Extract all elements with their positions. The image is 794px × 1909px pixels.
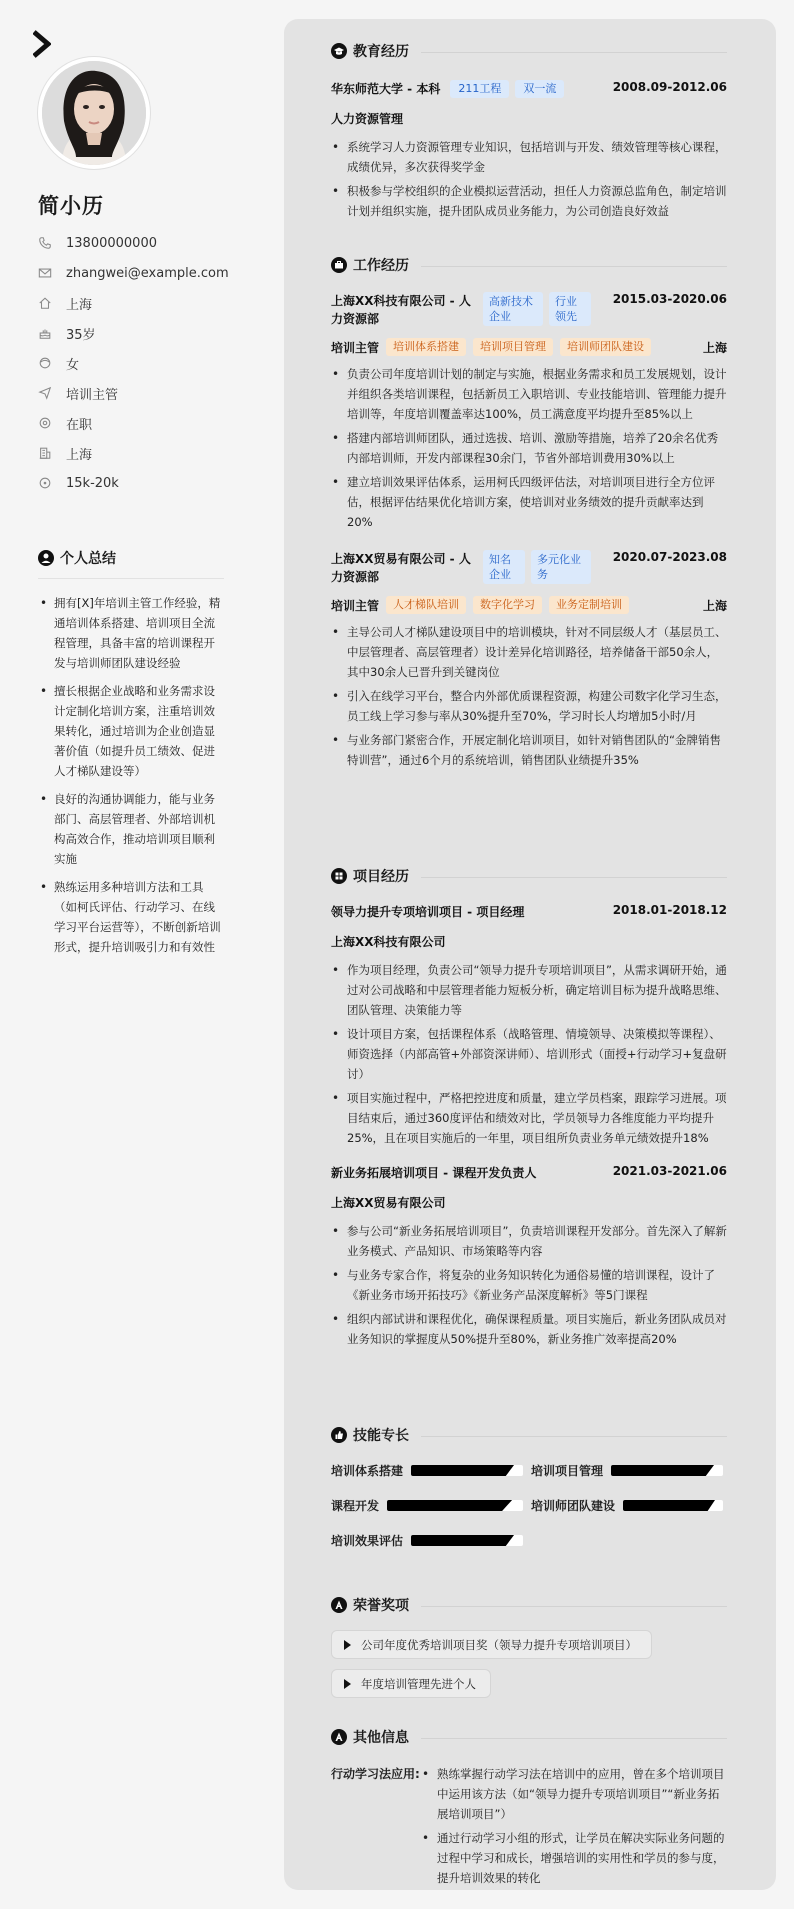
phone-icon [38, 236, 52, 250]
gender-row [38, 348, 258, 378]
projects-section [331, 865, 727, 1353]
project-company-line [331, 933, 727, 950]
grid-icon [331, 868, 347, 884]
skill-tag: 培训项目管理 [473, 338, 553, 356]
skill-name: 培训师团队建设 [531, 1499, 616, 1513]
email-row [38, 258, 258, 288]
work-title [331, 254, 727, 276]
status-row [38, 408, 258, 438]
education-date: 2008.09-2012.06 [612, 80, 727, 94]
skill-item [331, 1462, 531, 1479]
award-label: 年度培训管理先进个人 [361, 1676, 476, 1691]
briefcase-icon [331, 257, 347, 273]
skill-name: 培训效果评估 [331, 1534, 404, 1548]
project-date: 2018.01-2018.12 [612, 903, 727, 917]
phone-value[interactable]: 13800000000 [66, 235, 157, 251]
age-row [38, 318, 258, 348]
skill-item [331, 1532, 531, 1549]
school-name: 华东师范大学 - 本科 [331, 82, 441, 96]
skill-bar [623, 1500, 723, 1511]
list-item: • 作为项目经理，负责公司“领导力提升专项培训项目”，从需求调研开始，通过对公司战略和中层管理者能力短板分析，确定培训目标为提升战略思维、团队管理、决策能力等 [331, 960, 727, 1020]
project-company: 上海XX科技有限公司 [331, 935, 446, 949]
skill-tag: 数字化学习 [473, 596, 542, 614]
education-section [331, 40, 727, 225]
job-company: 上海XX科技有限公司 - 人力资源部 [331, 294, 471, 326]
cake-icon [38, 326, 52, 340]
salary-row [38, 468, 258, 498]
projects-title [331, 865, 727, 887]
user-icon [38, 550, 54, 566]
other-key: 行动学习法应用: [331, 1767, 420, 1781]
skill-bar [387, 1500, 523, 1511]
skill-bar [411, 1465, 523, 1476]
awards-section [331, 1594, 727, 1708]
list-item: • 设计项目方案，包括课程体系（战略管理、情境领导、决策模拟等课程）、师资选择（内部高管+外部资深讲师）、培训形式（面授+行动学习+复盘研讨） [331, 1024, 727, 1084]
play-icon [344, 1679, 351, 1689]
avatar [38, 57, 150, 169]
list-item: • 与业务专家合作，将复杂的业务知识转化为通俗易懂的培训课程，设计了《新业务市场开拓技巧》《新业务产品深度解析》等5门课程 [331, 1265, 727, 1305]
skills-section [331, 1424, 727, 1549]
play-icon [344, 1640, 351, 1650]
job-company: 上海XX贸易有限公司 - 人力资源部 [331, 552, 471, 584]
company-tag: 多元化业务 [531, 550, 591, 584]
home-icon [38, 296, 52, 310]
skill-name: 培训体系搭建 [331, 1464, 404, 1478]
other-title-text: 其他信息 [353, 1730, 409, 1746]
list-item: • 熟练运用多种培训方法和工具（如柯氏评估、行动学习、在线学习平台运营等），不断创新培训形式，提升培训吸引力和有效性 [38, 877, 224, 957]
building-icon [38, 446, 52, 460]
gender-value: 女 [66, 357, 80, 373]
summary-section [38, 548, 224, 965]
projects-title-text: 项目经历 [353, 869, 409, 885]
info-icon [331, 1729, 347, 1745]
major-line [331, 110, 727, 127]
salary-value: 15k-20k [66, 475, 119, 491]
list-item: • 引入在线学习平台，整合内外部优质课程资源，构建公司数字化学习生态，员工线上学习参与率从30%提升至70%，学习时长人均增加5小时/月 [331, 686, 727, 726]
skill-name: 培训项目管理 [531, 1464, 604, 1478]
list-item: • 项目实施过程中，严格把控进度和质量，建立学员档案，跟踪学习进展。项目结束后，通过360度评估和绩效对比，学员领导力各维度能力平均提升25%，且在项目实施后的一年里，项目组所负责业务单元绩效提升18% [331, 1088, 727, 1148]
education-title-text: 教育经历 [353, 44, 409, 60]
list-item: • 组织内部试讲和课程优化，确保课程质量。项目实施后，新业务团队成员对业务知识的掌握度从50%提升至80%，新业务推广效率提高20% [331, 1309, 727, 1349]
award-item[interactable] [331, 1669, 491, 1698]
job-role: 培训主管 [331, 340, 380, 355]
target-city-value: 上海 [66, 447, 93, 463]
project-company: 上海XX贸易有限公司 [331, 1196, 446, 1210]
project-company-line [331, 1194, 727, 1211]
awards-title [331, 1594, 727, 1616]
education-list [331, 137, 727, 221]
phone-row [38, 228, 258, 258]
list-item: • 主导公司人才梯队建设项目中的培训模块，针对不同层级人才（基层员工、中层管理者、高层管理者）设计差异化培训路径，培养储备干部50余人，其中30余人已晋升到关键岗位 [331, 622, 727, 682]
skill-item [531, 1462, 727, 1479]
list-item: • 积极参与学校组织的企业模拟运营活动，担任人力资源总监角色，制定培训计划并组织实施，提升团队成员业务能力，为公司创造良好效益 [331, 181, 727, 221]
job-duties [331, 364, 727, 532]
skill-bar-fill [411, 1535, 514, 1546]
job-city: 上海 [702, 340, 727, 355]
skills-grid [331, 1462, 727, 1549]
skill-item [531, 1497, 727, 1514]
school-tag: 双一流 [515, 80, 564, 98]
other-title [331, 1726, 727, 1748]
job-role: 培训主管 [331, 598, 380, 613]
skill-tag: 培训师团队建设 [560, 338, 651, 356]
skill-bar [611, 1465, 723, 1476]
summary-list [38, 593, 224, 957]
logo-icon [33, 30, 51, 58]
major-name: 人力资源管理 [331, 112, 404, 126]
list-item: • 负责公司年度培训计划的制定与实施，根据业务需求和员工发展规划，设计并组织各类培训课程，包括新员工入职培训、专业技能培训、管理能力提升培训等，年度培训覆盖率达100%，员工满意度平均提升至85%以上 [331, 364, 727, 424]
age-value: 35岁 [66, 327, 96, 343]
awards-list [331, 1630, 727, 1708]
skill-bar [411, 1535, 523, 1546]
mail-icon [38, 266, 52, 280]
target-city-row [38, 438, 258, 468]
summary-title-text: 个人总结 [60, 551, 116, 567]
job-header [331, 292, 727, 328]
position-row [38, 378, 258, 408]
work-section [331, 254, 727, 774]
list-item: • 与业务部门紧密合作，开展定制化培训项目，如针对销售团队的“金牌销售特训营”，通过6个月的系统培训，销售团队业绩提升35% [331, 730, 727, 770]
list-item: • 拥有[X]年培训主管工作经验，精通培训体系搭建、培训项目全流程管理，具备丰富的培训课程开发与培训师团队建设经验 [38, 593, 224, 673]
list-item: • 良好的沟通协调能力，能与业务部门、高层管理者、外部培训机构高效合作，推动培训项目顺利实施 [38, 789, 224, 869]
company-tag: 高新技术企业 [483, 292, 543, 326]
education-title [331, 40, 727, 62]
list-item: • 参与公司“新业务拓展培训项目”，负责培训课程开发部分。首先深入了解新业务模式、产品知识、市场策略等内容 [331, 1221, 727, 1261]
status-value: 在职 [66, 417, 93, 433]
skill-name: 课程开发 [331, 1499, 380, 1513]
skills-title [331, 1424, 727, 1446]
status-icon [38, 416, 52, 430]
award-label: 公司年度优秀培训项目奖（领导力提升专项培训项目） [361, 1637, 637, 1652]
email-value[interactable]: zhangwei@example.com [66, 265, 229, 281]
company-tag: 行业领先 [549, 292, 591, 326]
other-list [421, 1764, 727, 1892]
contact-info [38, 228, 258, 498]
sidebar [0, 0, 280, 1909]
other-section [331, 1726, 727, 1892]
skill-tag: 人才梯队培训 [386, 596, 466, 614]
job-role-line [331, 596, 727, 614]
project-duties [331, 1221, 727, 1349]
list-item: • 熟练掌握行动学习法在培训中的应用，曾在多个培训项目中运用该方法（如“领导力提升专项培训项目”“新业务拓展培训项目”） [421, 1764, 727, 1824]
company-tag: 知名企业 [483, 550, 525, 584]
awards-title-text: 荣誉奖项 [353, 1598, 409, 1614]
project-duties [331, 960, 727, 1148]
education-entry-header [331, 80, 727, 98]
candidate-name: 简小历 [38, 194, 104, 218]
skill-bar-fill [623, 1500, 715, 1511]
list-item: • 建立培训效果评估体系，运用柯氏四级评估法，对培训项目进行全方位评估，根据评估结果优化培训方案，使培训对业务绩效的提升贡献率达到20% [331, 472, 727, 532]
job-role-line [331, 338, 727, 356]
skill-item [331, 1497, 531, 1514]
job-date: 2015.03-2020.06 [612, 292, 727, 306]
send-icon [38, 386, 52, 400]
avatar-portrait [42, 61, 146, 165]
coin-icon [38, 476, 52, 490]
award-icon [331, 1597, 347, 1613]
school-tag: 211工程 [450, 80, 509, 98]
job-date: 2020.07-2023.08 [612, 550, 727, 564]
main-panel [284, 19, 776, 1890]
project-date: 2021.03-2021.06 [612, 1164, 727, 1178]
project-name: 领导力提升专项培训项目 - 项目经理 [331, 905, 525, 919]
location-value: 上海 [66, 297, 93, 313]
job-city: 上海 [702, 598, 727, 613]
project-header [331, 903, 727, 921]
list-item: • 搭建内部培训师团队，通过选拔、培训、激励等措施，培养了20余名优秀内部培训师，开发内部课程30余门，节省外部培训费用30%以上 [331, 428, 727, 468]
thumbs-up-icon [331, 1427, 347, 1443]
job-header [331, 550, 727, 586]
project-name: 新业务拓展培训项目 - 课程开发负责人 [331, 1166, 537, 1180]
skill-bar-fill [411, 1465, 514, 1476]
skill-tag: 业务定制培训 [549, 596, 629, 614]
award-item[interactable] [331, 1630, 652, 1659]
graduation-cap-icon [331, 43, 347, 59]
summary-title [38, 548, 224, 579]
skills-title-text: 技能专长 [353, 1428, 409, 1444]
list-item: • 擅长根据企业战略和业务需求设计定制化培训方案，注重培训效果转化，通过培训为企业创造显著价值（如提升员工绩效、促进人才梯队建设等） [38, 681, 224, 781]
job-duties [331, 622, 727, 770]
gender-icon [38, 356, 52, 370]
skill-tag: 培训体系搭建 [386, 338, 466, 356]
skill-bar-fill [611, 1465, 714, 1476]
skill-bar-fill [387, 1500, 512, 1511]
position-value: 培训主管 [66, 387, 119, 403]
work-title-text: 工作经历 [353, 258, 409, 274]
other-entry [331, 1764, 727, 1892]
list-item: • 系统学习人力资源管理专业知识，包括培训与开发、绩效管理等核心课程，成绩优异，多次获得奖学金 [331, 137, 727, 177]
project-header [331, 1164, 727, 1182]
location-row [38, 288, 258, 318]
list-item: • 通过行动学习小组的形式，让学员在解决实际业务问题的过程中学习和成长，增强培训的实用性和学员的参与度，提升培训效果的转化 [421, 1828, 727, 1888]
